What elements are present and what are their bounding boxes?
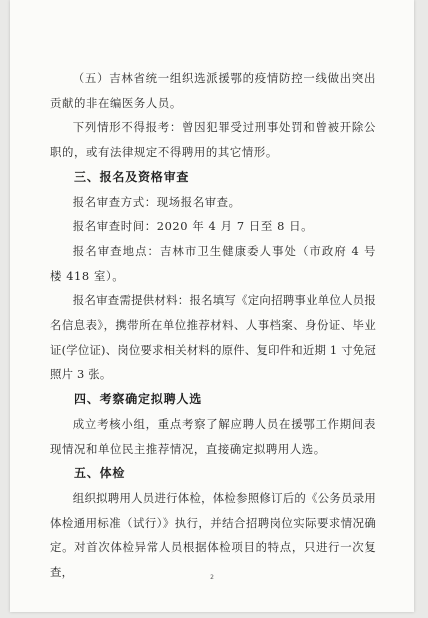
paragraph-physical-exam: 组织拟聘用人员进行体检，体检参照修订后的《公务员录用体检通用标准（试行）》执行，并结合招聘岗位实际要求情况确定。对首次体检异常人员根据体检项目的特点，只进行一次复查， [50, 490, 376, 580]
document-body [50, 66, 376, 585]
paragraph-inspection: 成立考核小组，重点考察了解应聘人员在援鄂工作期间表现情况和单位民主推荐情况，直接确定拟聘用人选。 [50, 416, 376, 456]
paragraph-exclusions: 下列情形不得报考：曾因犯罪受过刑事处罚和曾被开除公职的，或有法律规定不得聘用的其它情形。 [50, 120, 376, 160]
section-heading-physical-exam: 五、体检 [74, 466, 126, 481]
section-heading-registration: 三、报名及资格审查 [74, 169, 190, 184]
paragraph-required-materials: 报名审查需提供材料：报名填写《定向招聘事业单位人员报名信息表》，携带所在单位推荐材料、人事档案、身份证、毕业证(学位证)、岗位要求相关材料的原件、复印件和近期 1 寸免冠照片 3 张。 [50, 293, 376, 382]
paragraph-review-location: 报名审查地点：吉林市卫生健康委人事处（市政府 4 号楼 418 室）。 [50, 243, 376, 283]
page-number: 2 [210, 574, 214, 581]
paragraph-review-method: 报名审查方式：现场报名审查。 [72, 194, 241, 209]
paragraph-five-recipients: （五）吉林省统一组织选派援鄂的疫情防控一线做出突出贡献的非在编医务人员。 [50, 71, 376, 110]
document-page [10, 0, 414, 612]
paragraph-review-time: 报名审查时间：2020 年 4 月 7 日至 8 日。 [72, 219, 314, 234]
section-heading-inspection: 四、考察确定拟聘人选 [74, 392, 203, 407]
